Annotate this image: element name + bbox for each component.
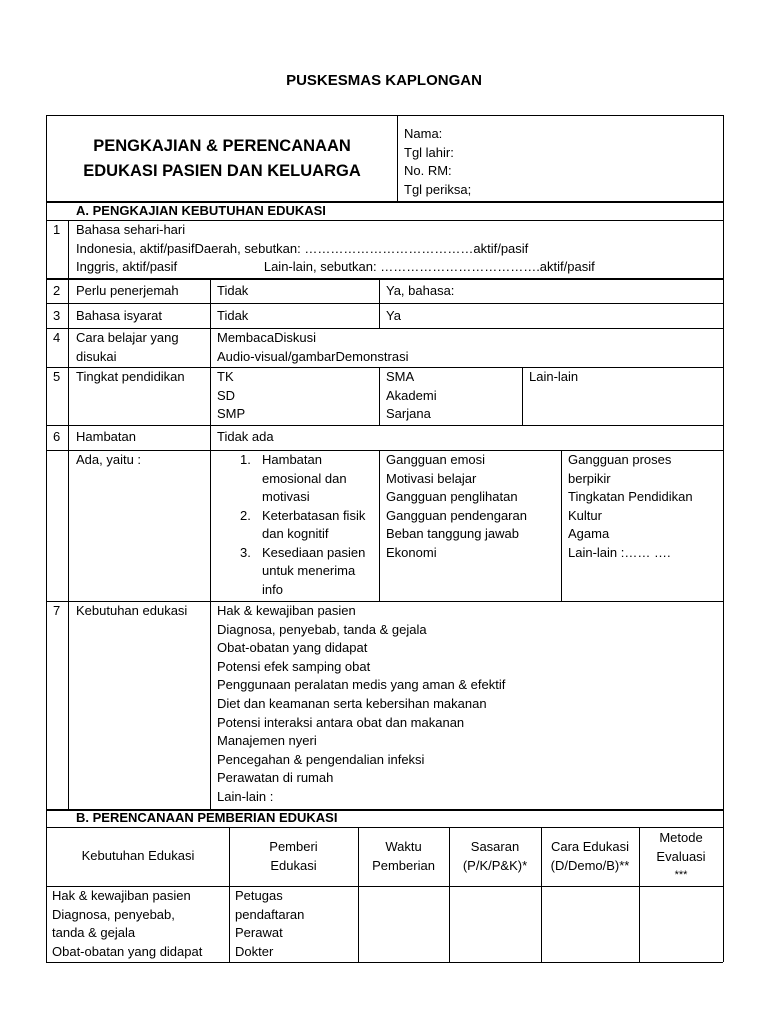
- pendidikan-label: Tingkat pendidikan: [76, 369, 185, 384]
- row-number: 6: [53, 429, 61, 444]
- cara-belajar-label: Cara belajar yang: [76, 330, 179, 345]
- hambatan-list-item: info: [262, 581, 283, 597]
- bahasa-label: Bahasa sehari-hari: [76, 222, 186, 237]
- header-text: (D/Demo/B)**: [550, 857, 630, 873]
- hambatan-list-number: 2.: [240, 507, 251, 523]
- pemberi-cell-line: Perawat: [235, 925, 283, 941]
- kebutuhan-cell-line: tanda & gejala: [52, 925, 136, 941]
- header-text: Cara Edukasi: [550, 839, 630, 854]
- pemberi-cell-line: Petugas: [235, 888, 283, 903]
- hambatan-option[interactable]: Motivasi belajar: [386, 470, 477, 486]
- header-text: ***: [674, 869, 688, 881]
- kebutuhan-edukasi-option[interactable]: Obat-obatan yang didapat: [217, 640, 368, 656]
- header-text: Edukasi: [270, 857, 317, 873]
- hambatan-option-tidak-ada[interactable]: Tidak ada: [217, 429, 274, 444]
- hambatan-option[interactable]: Ekonomi: [386, 544, 437, 560]
- hambatan-option[interactable]: Agama: [568, 526, 610, 541]
- pendidikan-option[interactable]: SD: [217, 387, 236, 403]
- hambatan-label: Hambatan: [76, 429, 136, 444]
- form-title: [47, 134, 397, 184]
- penerjemah-label: Perlu penerjemah: [76, 283, 179, 298]
- cara-belajar-label: disukai: [76, 348, 117, 364]
- pendidikan-option[interactable]: TK: [217, 369, 234, 384]
- pendidikan-option[interactable]: Lain-lain: [529, 369, 579, 384]
- kebutuhan-cell-line: Diagnosa, penyebab,: [52, 906, 175, 922]
- kebutuhan-edukasi-option[interactable]: Diet dan keamanan serta kebersihan makanan: [217, 695, 487, 711]
- kebutuhan-edukasi-option[interactable]: Potensi interaksi antara obat dan makanan: [217, 714, 465, 730]
- cara-edukasi-cell[interactable]: [542, 887, 638, 961]
- hambatan-option[interactable]: Gangguan proses: [568, 452, 672, 467]
- row-number: 2: [53, 283, 61, 298]
- kebutuhan-edukasi-option[interactable]: Diagnosa, penyebab, tanda & gejala: [217, 621, 427, 637]
- hambatan-list-item[interactable]: Hambatan: [262, 452, 322, 467]
- kebutuhan-edukasi-label: Kebutuhan edukasi: [76, 603, 188, 618]
- header-metode-evaluasi: [639, 829, 723, 885]
- pemberi-cell-line: pendaftaran: [235, 906, 305, 922]
- row-number: 5: [53, 369, 61, 384]
- header-waktu-pemberian: [358, 838, 449, 875]
- header-text: Metode: [659, 830, 703, 845]
- hambatan-option[interactable]: Gangguan emosi: [386, 452, 486, 467]
- pendidikan-option[interactable]: SMA: [386, 369, 415, 384]
- hambatan-list-number: 3.: [240, 544, 251, 560]
- header-sasaran: [449, 838, 541, 875]
- hambatan-list-number: 1.: [240, 452, 251, 467]
- hambatan-list-item[interactable]: Keterbatasan fisik: [262, 507, 366, 523]
- form-title-line: EDUKASI PASIEN DAN KELUARGA: [83, 162, 361, 180]
- penerjemah-option-ya[interactable]: Ya, bahasa:: [386, 283, 455, 298]
- header-kebutuhan-edukasi: [47, 847, 229, 866]
- table-row: [52, 887, 202, 961]
- hambatan-option: berpikir: [568, 470, 611, 486]
- kebutuhan-edukasi-option[interactable]: Lain-lain :: [217, 788, 274, 804]
- hambatan-list-item: emosional dan: [262, 470, 347, 486]
- waktu-cell[interactable]: [359, 887, 448, 961]
- header-text: Sasaran: [470, 839, 520, 854]
- penerjemah-option-tidak[interactable]: Tidak: [217, 283, 249, 298]
- kebutuhan-edukasi-option[interactable]: Pencegahan & pengendalian infeksi: [217, 751, 425, 767]
- field-tgl-lahir[interactable]: Tgl lahir:: [404, 144, 454, 160]
- kebutuhan-edukasi-option[interactable]: Perawatan di rumah: [217, 770, 334, 786]
- cara-belajar-option[interactable]: Audio-visual/gambarDemonstrasi: [217, 348, 409, 364]
- header-text: (P/K/P&K)*: [462, 857, 528, 873]
- field-tgl-periksa[interactable]: Tgl periksa;: [404, 181, 472, 197]
- row-number: 1: [53, 222, 61, 237]
- page-title: PUSKESMAS KAPLONGAN: [286, 72, 482, 89]
- isyarat-label: Bahasa isyarat: [76, 308, 162, 323]
- section-a-title: A. PENGKAJIAN KEBUTUHAN EDUKASI: [76, 202, 326, 218]
- bahasa-option-line[interactable]: Inggris, aktif/pasif Lain-lain, sebutkan: ……………………………….aktif/pasif: [76, 259, 595, 274]
- header-text: Pemberi: [269, 839, 318, 854]
- kebutuhan-edukasi-option[interactable]: Manajemen nyeri: [217, 733, 317, 749]
- pendidikan-option[interactable]: Sarjana: [386, 406, 431, 421]
- header-cara-edukasi: [541, 838, 639, 875]
- row-number: 7: [53, 603, 61, 618]
- pemberi-cell-line: Dokter: [235, 943, 274, 959]
- kebutuhan-edukasi-option[interactable]: Potensi efek samping obat: [217, 658, 371, 674]
- row-number: 3: [53, 308, 61, 323]
- form-title-line: PENGKAJIAN & PERENCANAAN: [93, 137, 351, 155]
- header-pemberi-edukasi: [229, 838, 358, 875]
- metode-evaluasi-cell[interactable]: [640, 887, 722, 961]
- kebutuhan-edukasi-list: [217, 602, 505, 807]
- pendidikan-option[interactable]: SMP: [217, 406, 246, 421]
- hambatan-option[interactable]: Gangguan penglihatan: [386, 489, 518, 504]
- kebutuhan-cell-line: Obat-obatan yang didapat: [52, 943, 203, 959]
- hambatan-list-item: dan kognitif: [262, 526, 329, 541]
- row-number: 4: [53, 330, 61, 345]
- isyarat-option-tidak[interactable]: Tidak: [217, 308, 249, 323]
- isyarat-option-ya[interactable]: Ya: [386, 308, 401, 323]
- kebutuhan-edukasi-option[interactable]: Hak & kewajiban pasien: [217, 603, 356, 618]
- cara-belajar-option[interactable]: MembacaDiskusi: [217, 330, 316, 345]
- hambatan-option[interactable]: Kultur: [568, 507, 602, 523]
- field-no-rm[interactable]: No. RM:: [404, 163, 452, 178]
- hambatan-option[interactable]: Tingkatan Pendidikan: [568, 489, 693, 504]
- hambatan-list-item: motivasi: [262, 489, 310, 504]
- hambatan-option[interactable]: Lain-lain :…… ….: [568, 544, 671, 560]
- header-text: Kebutuhan Edukasi: [81, 848, 195, 863]
- pemberi-cell: [235, 887, 304, 961]
- hambatan-ada-label[interactable]: Ada, yaitu :: [76, 452, 142, 467]
- hambatan-list-item: untuk menerima: [262, 563, 356, 578]
- header-text: Pemberian: [372, 857, 435, 873]
- header-text: Waktu: [385, 839, 422, 854]
- header-text: Evaluasi: [656, 848, 706, 864]
- kebutuhan-edukasi-option[interactable]: Penggunaan peralatan medis yang aman & efektif: [217, 677, 506, 693]
- sasaran-cell[interactable]: [450, 887, 540, 961]
- hambatan-option[interactable]: Beban tanggung jawab: [386, 526, 520, 541]
- field-nama[interactable]: Nama:: [404, 126, 443, 141]
- bahasa-option-line[interactable]: Indonesia, aktif/pasifDaerah, sebutkan: …………………………………aktif/pasif: [76, 240, 529, 256]
- hambatan-list-item[interactable]: Kesediaan pasien: [262, 544, 366, 560]
- kebutuhan-cell-line: Hak & kewajiban pasien: [52, 888, 191, 903]
- section-b-title: B. PERENCANAAN PEMBERIAN EDUKASI: [76, 810, 338, 825]
- hambatan-option[interactable]: Gangguan pendengaran: [386, 507, 527, 523]
- pendidikan-option[interactable]: Akademi: [386, 387, 437, 403]
